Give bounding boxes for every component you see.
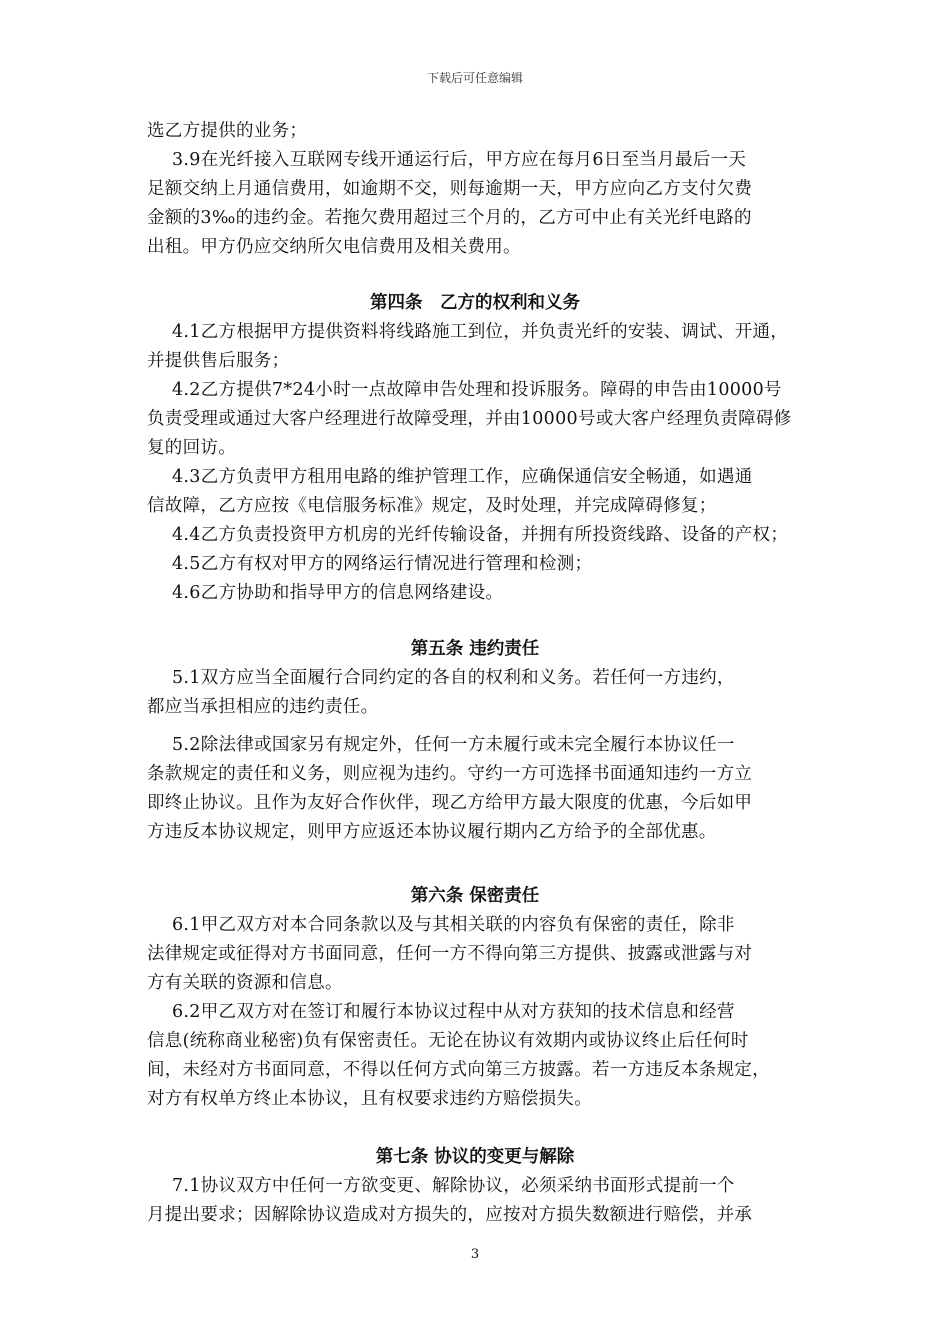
body-line: 金额的3‰的违约金。若拖欠费用超过三个月的，乙方可中止有关光纤电路的: [147, 208, 752, 228]
body-line: 选乙方提供的业务；: [147, 121, 308, 141]
body-line: 方违反本协议规定，则甲方应返还本协议履行期内乙方给予的全部优惠。: [147, 822, 717, 842]
body-line: 法律规定或征得对方书面同意，任何一方不得向第三方提供、披露或泄露与对: [147, 944, 753, 964]
body-line: 5.1双方应当全面履行合同约定的各自的权利和义务。若任何一方违约，: [172, 668, 735, 688]
body-line: 月提出要求；因解除协议造成对方损失的，应按对方损失数额进行赔偿，并承: [147, 1205, 753, 1225]
body-line: 5.2除法律或国家另有规定外，任何一方未履行或未完全履行本协议任一: [172, 735, 735, 755]
body-line: 间，未经对方书面同意，不得以任何方式向第三方披露。若一方违反本条规定，: [147, 1060, 770, 1080]
body-line: 足额交纳上月通信费用，如逾期不交，则每逾期一天，甲方应向乙方支付欠费: [147, 179, 753, 199]
body-line: 3.9在光纤接入互联网专线开通运行后，甲方应在每月6日至当月最后一天: [172, 150, 747, 170]
body-line: 对方有权单方终止本协议，且有权要求违约方赔偿损失。: [147, 1089, 592, 1109]
page-number: 3: [470, 1247, 480, 1262]
body-line: 4.4乙方负责投资甲方机房的光纤传输设备，并拥有所投资线路、设备的产权；: [172, 525, 789, 545]
body-line: 负责受理或通过大客户经理进行故障受理，并由10000号或大客户经理负责障碍修: [147, 409, 792, 429]
section-heading-7: 第七条 协议的变更与解除: [375, 1147, 575, 1167]
body-line: 复的回访。: [147, 438, 236, 458]
body-line: 4.3乙方负责甲方租用电路的维护管理工作，应确保通信安全畅通，如遇通: [172, 467, 753, 487]
body-line: 都应当承担相应的违约责任。: [147, 697, 379, 717]
body-line: 即终止协议。且作为友好合作伙伴，现乙方给甲方最大限度的优惠，今后如甲: [147, 793, 753, 813]
body-line: 方有关联的资源和信息。: [147, 973, 343, 993]
body-line: 4.1乙方根据甲方提供资料将线路施工到位，并负责光纤的安装、调试、开通，: [172, 322, 789, 342]
body-line: 6.1甲乙双方对本合同条款以及与其相关联的内容负有保密的责任，除非: [172, 915, 735, 935]
body-line: 6.2甲乙双方对在签订和履行本协议过程中从对方获知的技术信息和经营: [172, 1002, 735, 1022]
section-heading-4: 第四条 乙方的权利和义务: [370, 293, 580, 313]
body-line: 4.5乙方有权对甲方的网络运行情况进行管理和检测；: [172, 554, 593, 574]
body-line: 4.2乙方提供7*24小时一点故障申告处理和投诉服务。障碍的申告由10000号: [172, 380, 782, 400]
section-heading-5: 第五条 违约责任: [410, 639, 540, 659]
body-line: 出租。甲方仍应交纳所欠电信费用及相关费用。: [147, 237, 521, 257]
body-line: 条款规定的责任和义务，则应视为违约。守约一方可选择书面通知违约一方立: [147, 764, 753, 784]
body-line: 7.1协议双方中任何一方欲变更、解除协议，必须采纳书面形式提前一个: [172, 1176, 735, 1196]
body-line: 信息(统称商业秘密)负有保密责任。无论在协议有效期内或协议终止后任何时: [147, 1031, 749, 1051]
section-heading-6: 第六条 保密责任: [410, 886, 540, 906]
body-line: 信故障，乙方应按《电信服务标准》规定，及时处理，并完成障碍修复；: [147, 496, 717, 516]
body-line: 并提供售后服务；: [147, 351, 290, 371]
page-header: 下载后可任意编辑: [426, 71, 523, 85]
body-line: 4.6乙方协助和指导甲方的信息网络建设。: [172, 583, 504, 603]
